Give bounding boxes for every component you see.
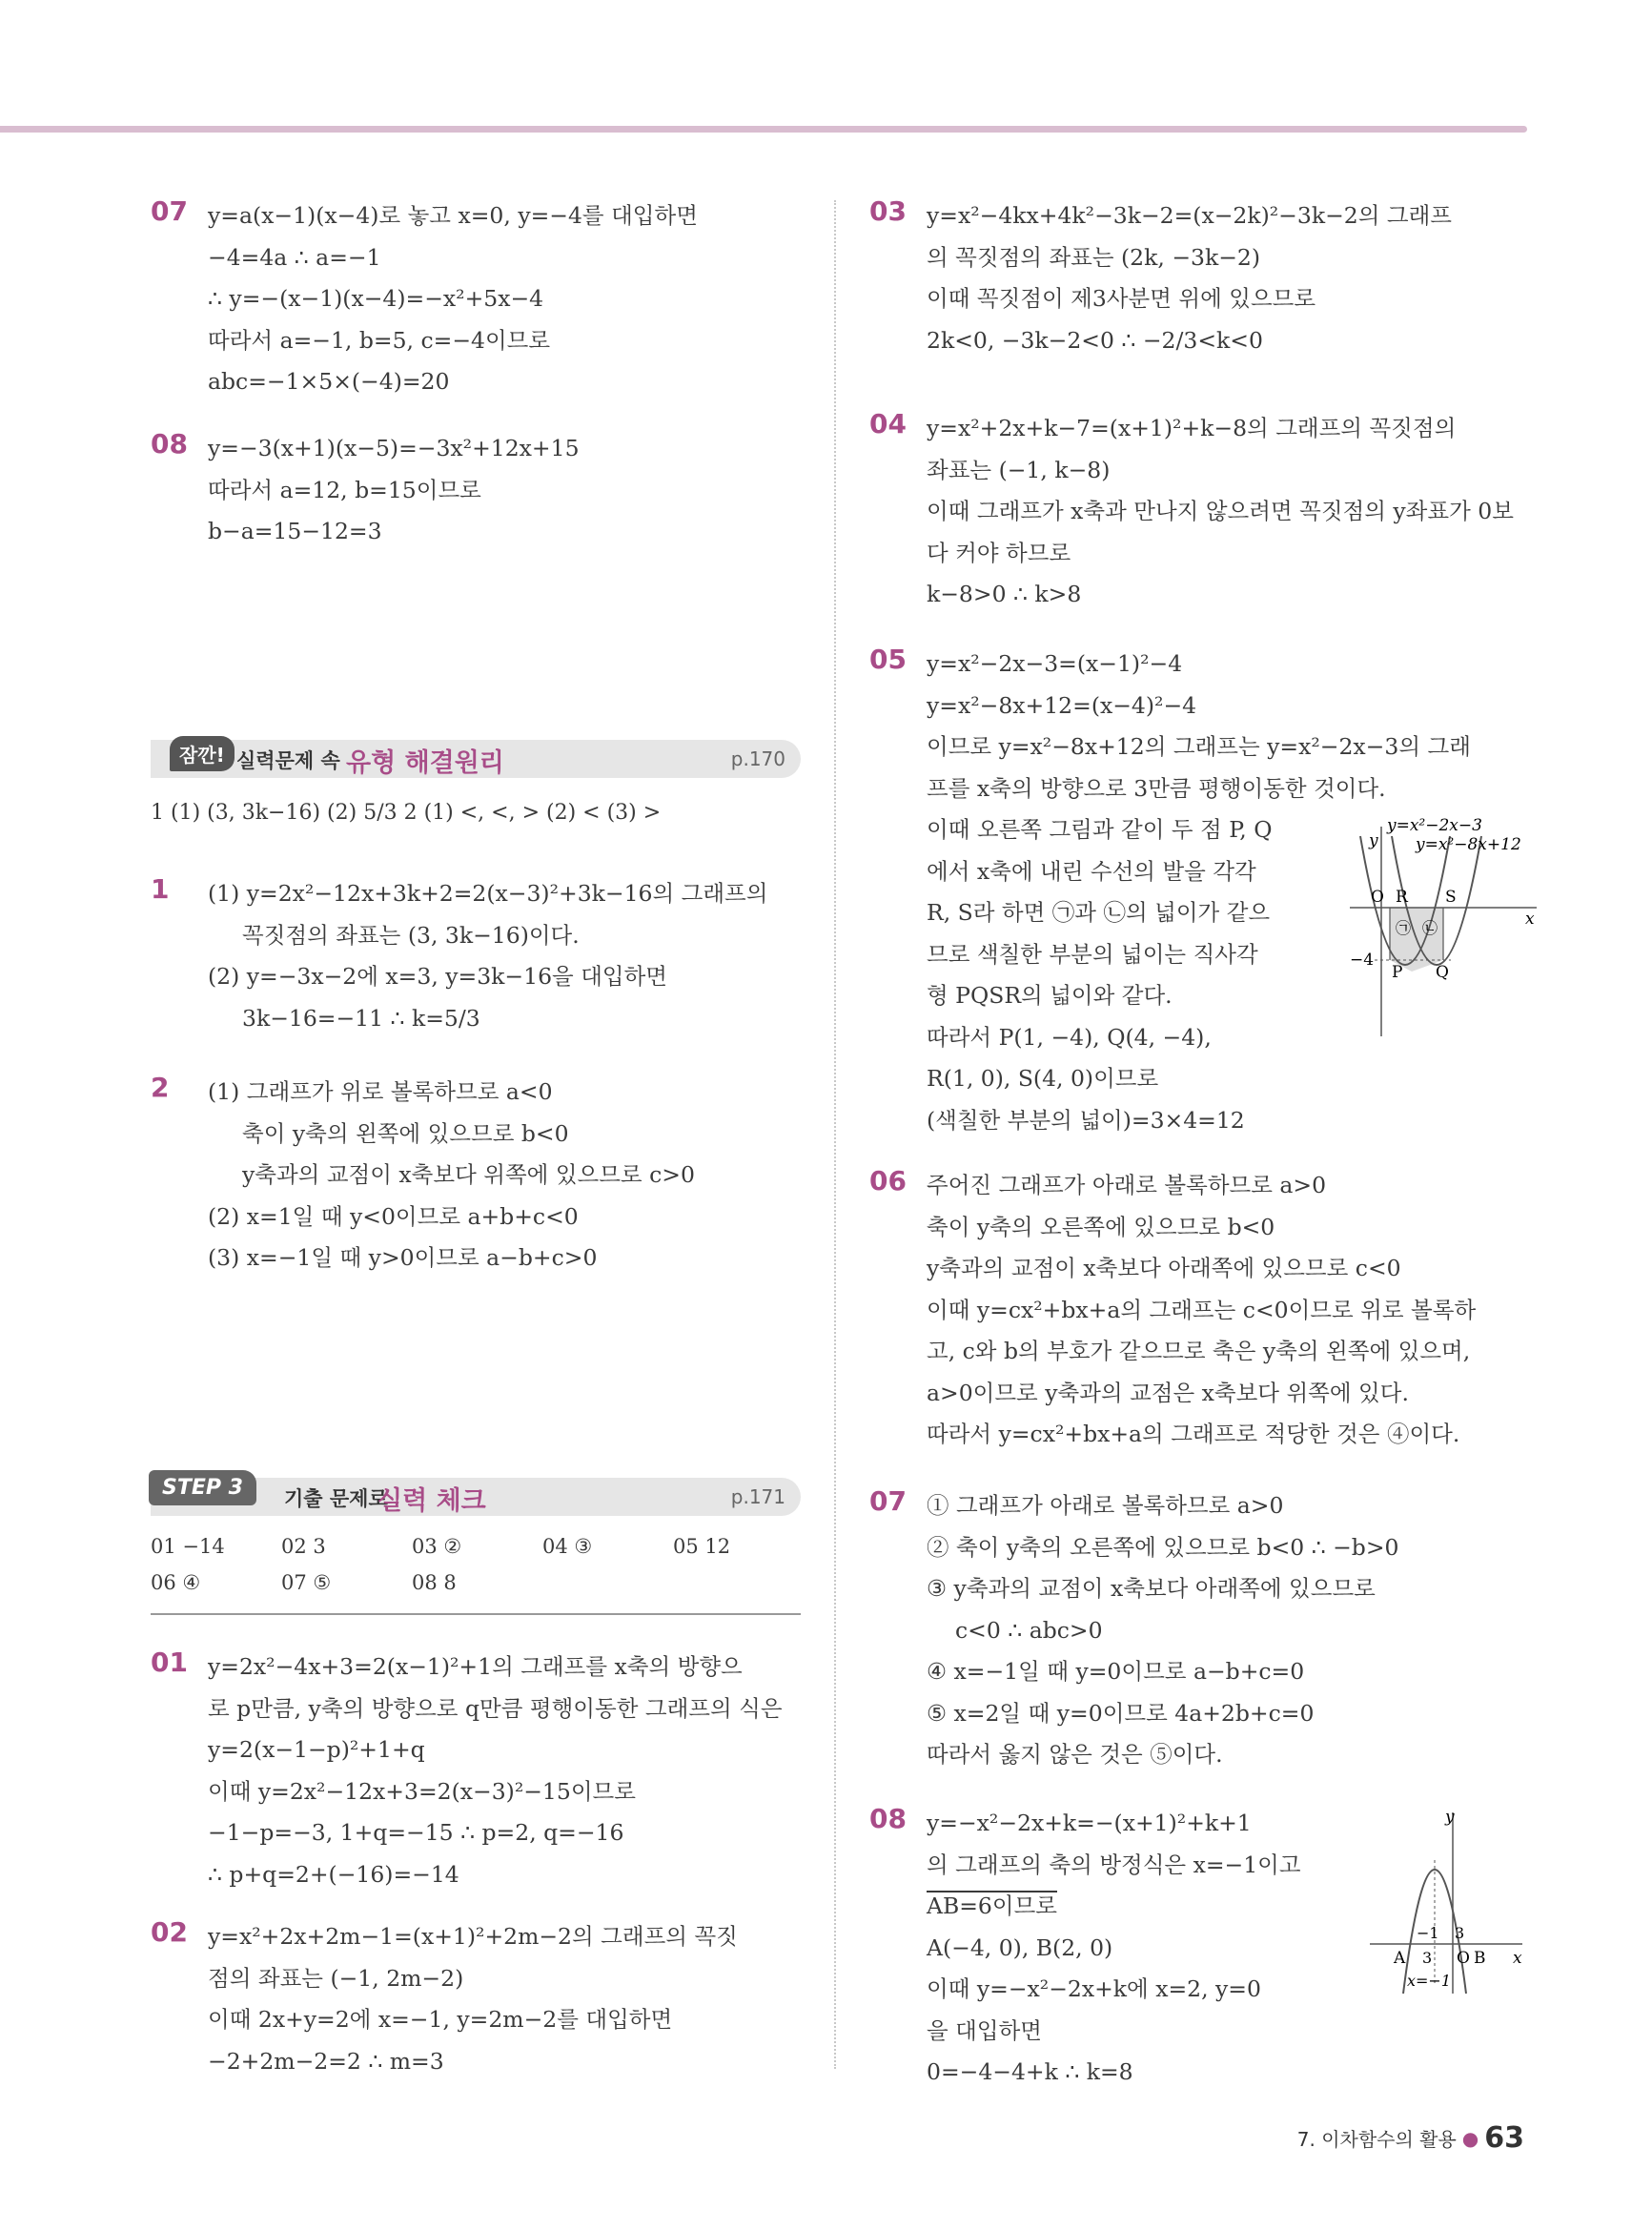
minus-four-label: −4 xyxy=(1350,951,1375,970)
line: 로 p만큼, y축의 방향으로 q만큼 평행이동한 그래프의 식은 xyxy=(208,1694,783,1722)
line: (2) y=−3x−2에 x=3, y=3k−16을 대입하면 xyxy=(208,963,667,990)
line: y=2x²−4x+3=2(x−1)²+1의 그래프를 x축의 방향으 xyxy=(208,1653,743,1680)
problem-03 xyxy=(869,195,1527,361)
problem-number: 08 xyxy=(151,428,188,460)
line: (3) x=−1일 때 y>0이므로 a−b+c>0 xyxy=(208,1244,598,1271)
line: 이때 2x+y=2에 x=−1, y=2m−2를 대입하면 xyxy=(208,2006,673,2033)
line: 이때 y=−x²−2x+k에 x=2, y=0 xyxy=(927,1975,1261,2002)
problem-number: 1 xyxy=(151,873,170,905)
line: 을 대입하면 xyxy=(927,2016,1042,2044)
top-decorative-bar xyxy=(0,126,1527,133)
line: 따라서 y=cx²+bx+a의 그래프로 적당한 것은 ④이다. xyxy=(927,1421,1460,1447)
page-reference: p.171 xyxy=(730,1485,785,1508)
line: 의 그래프의 축의 방정식은 x=−1이고 xyxy=(927,1851,1301,1878)
line: 에서 x축에 내린 수선의 발을 각각 xyxy=(927,857,1256,885)
line: y=x²−2x−3=(x−1)²−4 xyxy=(927,650,1183,677)
line: y=−x²−2x+k=−(x+1)²+k+1 xyxy=(927,1810,1252,1836)
answer-divider xyxy=(151,1613,801,1615)
problem-1 xyxy=(151,873,801,1039)
origin-label: O xyxy=(1457,1949,1470,1968)
point-S-label: S xyxy=(1445,888,1457,907)
point-A-label: A xyxy=(1394,1949,1406,1968)
line: 따라서 a=12, b=15이므로 xyxy=(208,476,481,503)
line: 따라서 옳지 않은 것은 ⑤이다. xyxy=(927,1741,1223,1768)
distance-3-right: 3 xyxy=(1455,1924,1465,1942)
point-Q-label: Q xyxy=(1436,963,1449,982)
line: y=x²+2x+k−7=(x+1)²+k−8의 그래프의 꼭짓점의 xyxy=(927,415,1457,441)
line: 축이 y축의 왼쪽에 있으므로 b<0 xyxy=(242,1119,569,1147)
problem-number: 03 xyxy=(869,195,907,227)
problem-number: 06 xyxy=(869,1165,907,1197)
answer-item: 04 ③ xyxy=(542,1535,593,1558)
line: 이때 꼭짓점이 제3사분면 위에 있으므로 xyxy=(927,285,1316,312)
point-P-label: P xyxy=(1392,963,1403,982)
line: k−8>0 ∴ k>8 xyxy=(927,581,1082,607)
page-reference: p.170 xyxy=(730,747,785,770)
line: 3k−16=−11 ∴ k=5/3 xyxy=(242,1004,480,1032)
point-B-label: B xyxy=(1474,1949,1486,1968)
region-2-label: ㉡ xyxy=(1422,919,1438,937)
line: 점의 좌표는 (−1, 2m−2) xyxy=(208,1964,464,1992)
line: A(−4, 0), B(2, 0) xyxy=(927,1933,1113,1961)
answer-item: 03 ② xyxy=(412,1535,462,1558)
line: a>0이므로 y축과의 교점은 x축보다 위쪽에 있다. xyxy=(927,1379,1409,1406)
problem-number: 04 xyxy=(869,408,907,440)
line: ∴ p+q=2+(−16)=−14 xyxy=(208,1860,459,1888)
problem-number: 2 xyxy=(151,1072,170,1103)
line: (색칠한 부분의 넓이)=3×4=12 xyxy=(927,1106,1245,1134)
origin-label: O xyxy=(1371,888,1384,907)
section-subtitle: 실력문제 속 xyxy=(236,749,340,772)
line: R(1, 0), S(4, 0)이므로 xyxy=(927,1065,1159,1092)
answer-summary-tips: 1 (1) (3, 3k−16) (2) 5/3 2 (1) <, <, > (2) < (3) > xyxy=(151,801,662,825)
section-title: 실력 체크 xyxy=(377,1486,486,1516)
line: y=x²−8x+12=(x−4)²−4 xyxy=(927,691,1197,719)
problem-2 xyxy=(151,1072,801,1279)
y-axis-label: y xyxy=(1445,1808,1455,1827)
line: ③ y축과의 교점이 x축보다 아래쪽에 있으므로 xyxy=(927,1575,1376,1602)
line: 프를 x축의 방향으로 3만큼 평행이동한 것이다. xyxy=(927,774,1386,802)
problem-number: 07 xyxy=(869,1485,907,1517)
line: (2) x=1일 때 y<0이므로 a+b+c<0 xyxy=(208,1202,579,1230)
line: 0=−4−4+k ∴ k=8 xyxy=(927,2058,1133,2085)
answer-item: 06 ④ xyxy=(151,1571,201,1594)
line: 주어진 그래프가 아래로 볼록하므로 a>0 xyxy=(927,1172,1327,1198)
line: y=−3(x+1)(x−5)=−3x²+12x+15 xyxy=(208,435,580,461)
problem-number: 02 xyxy=(151,1916,188,1948)
line: 따라서 a=−1, b=5, c=−4이므로 xyxy=(208,326,551,354)
bullet-icon: ● xyxy=(1461,2126,1479,2150)
line: 의 꼭짓점의 좌표는 (2k, −3k−2) xyxy=(927,243,1261,271)
answer-item: 05 12 xyxy=(673,1535,731,1558)
problem-08-left xyxy=(151,428,801,553)
line: y=a(x−1)(x−4)로 놓고 x=0, y=−4를 대입하면 xyxy=(208,202,698,229)
line: y축과의 교점이 x축보다 아래쪽에 있으므로 c<0 xyxy=(927,1255,1401,1281)
tip-badge: 잠깐! xyxy=(170,736,235,771)
problem-number: 08 xyxy=(869,1803,907,1834)
problem-01 xyxy=(151,1647,801,1895)
line: −4=4a ∴ a=−1 xyxy=(208,243,381,271)
problem-06 xyxy=(869,1165,1527,1456)
graph1-label-2: y=x²−8x+12 xyxy=(1416,835,1521,854)
problem-number: 01 xyxy=(151,1647,188,1678)
problem-07-right xyxy=(869,1485,1527,1776)
line: (1) y=2x²−12x+3k+2=2(x−3)²+3k−16의 그래프의 xyxy=(208,880,768,907)
downward-parabola-graph xyxy=(1365,1803,1527,2003)
line: (1) 그래프가 위로 볼록하므로 a<0 xyxy=(208,1078,553,1105)
answer-item: 01 −14 xyxy=(151,1535,225,1558)
line: c<0 ∴ abc>0 xyxy=(955,1616,1103,1644)
line: −1−p=−3, 1+q=−15 ∴ p=2, q=−16 xyxy=(208,1819,624,1846)
problem-04 xyxy=(869,408,1527,616)
line: y=x²−4kx+4k²−3k−2=(x−2k)²−3k−2의 그래프 xyxy=(927,202,1452,229)
line: 꼭짓점의 좌표는 (3, 3k−16)이다. xyxy=(242,921,580,949)
line: AB=6이므로 xyxy=(927,1892,1057,1919)
line: 이때 그래프가 x축과 만나지 않으려면 꼭짓점의 y좌표가 0보 xyxy=(927,498,1514,524)
problem-07-left xyxy=(151,195,801,403)
line: ② 축이 y축의 오른쪽에 있으므로 b<0 ∴ −b>0 xyxy=(927,1533,1399,1561)
point-R-label: R xyxy=(1396,888,1408,907)
line: R, S라 하면 ㉠과 ㉡의 넓이가 같으 xyxy=(927,899,1271,926)
problem-02 xyxy=(151,1916,801,2082)
line: ⑤ x=2일 때 y=0이므로 4a+2b+c=0 xyxy=(927,1699,1315,1727)
distance-3-left: 3 xyxy=(1422,1949,1433,1967)
problem-number: 05 xyxy=(869,644,907,675)
line: 이때 y=cx²+bx+a의 그래프는 c<0이므로 위로 볼록하 xyxy=(927,1296,1477,1323)
line: ④ x=−1일 때 y=0이므로 a−b+c=0 xyxy=(927,1658,1305,1685)
column-divider xyxy=(834,200,836,2069)
line: 형 PQSR의 넓이와 같다. xyxy=(927,982,1173,1009)
line: 2k<0, −3k−2<0 ∴ −2/3<k<0 xyxy=(927,326,1263,354)
graph1-label-1: y=x²−2x−3 xyxy=(1387,817,1482,835)
answer-item: 08 8 xyxy=(412,1571,457,1594)
section-header-tips xyxy=(151,740,801,778)
section-subtitle: 기출 문제로 xyxy=(284,1487,388,1510)
section-header-step3 xyxy=(151,1478,801,1516)
line: 이므로 y=x²−8x+12의 그래프는 y=x²−2x−3의 그래 xyxy=(927,733,1471,760)
line: abc=−1×5×(−4)=20 xyxy=(208,368,450,395)
y-axis-label: y xyxy=(1369,831,1378,850)
line: 고, c와 b의 부호가 같으므로 축은 y축의 왼쪽에 있으며, xyxy=(927,1338,1471,1364)
section-title: 유형 해결원리 xyxy=(346,748,504,778)
line: 이때 y=2x²−12x+3=2(x−3)²−15이므로 xyxy=(208,1777,636,1805)
problem-08-right xyxy=(869,1803,1527,2094)
line: y=2(x−1−p)²+1+q xyxy=(208,1736,425,1763)
line: ∴ y=−(x−1)(x−4)=−x²+5x−4 xyxy=(208,285,544,312)
line: 따라서 P(1, −4), Q(4, −4), xyxy=(927,1023,1212,1051)
answer-item: 07 ⑤ xyxy=(281,1571,332,1594)
parabolas-translation-graph xyxy=(1346,817,1537,1046)
line: y=x²+2x+2m−1=(x+1)²+2m−2의 그래프의 꼭짓 xyxy=(208,1923,738,1950)
line: 축이 y축의 오른쪽에 있으므로 b<0 xyxy=(927,1213,1275,1240)
problem-number: 07 xyxy=(151,195,188,227)
line: 좌표는 (−1, k−8) xyxy=(927,456,1111,483)
page-footer xyxy=(1297,2121,1524,2155)
x-axis-label: x xyxy=(1513,1949,1522,1968)
line: ① 그래프가 아래로 볼록하므로 a>0 xyxy=(927,1492,1284,1519)
answer-item: 02 3 xyxy=(281,1535,326,1558)
problem-05 xyxy=(869,644,1535,1141)
minus-one-label: −1 xyxy=(1417,1924,1439,1942)
line: −2+2m−2=2 ∴ m=3 xyxy=(208,2047,444,2075)
page-number: 63 xyxy=(1484,2121,1524,2155)
line: b−a=15−12=3 xyxy=(208,518,382,544)
line: 이때 오른쪽 그림과 같이 두 점 P, Q xyxy=(927,816,1273,843)
axis-equation-label: x=−1 xyxy=(1407,1972,1452,1990)
x-axis-label: x xyxy=(1525,910,1535,929)
line: 다 커야 하므로 xyxy=(927,539,1071,566)
line: 므로 색칠한 부분의 넓이는 직사각 xyxy=(927,940,1258,968)
region-1-label: ㉠ xyxy=(1396,919,1412,937)
chapter-title: 7. 이차함수의 활용 xyxy=(1296,2128,1457,2151)
line: y축과의 교점이 x축보다 위쪽에 있으므로 c>0 xyxy=(242,1161,695,1188)
step-badge: STEP 3 xyxy=(149,1470,256,1505)
